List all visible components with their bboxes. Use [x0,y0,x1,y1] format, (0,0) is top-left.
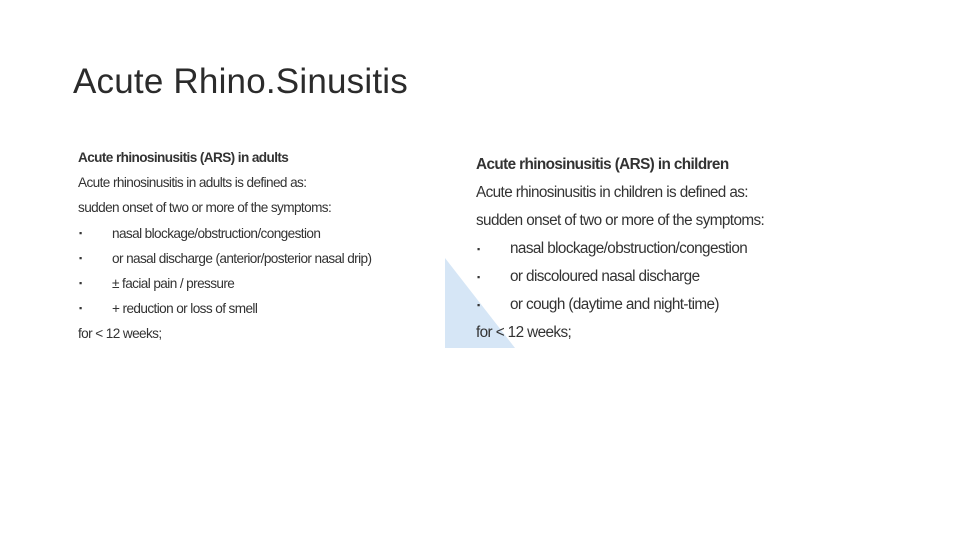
adults-symptom-text: + reduction or loss of smell [112,301,258,317]
children-intro: sudden onset of two or more of the symptoms: [476,212,765,229]
children-symptom-text: or cough (daytime and night-time) [510,296,719,313]
bullet-icon: ▪ [477,244,480,254]
adults-symptom-item [78,296,438,321]
adults-symptom-text: nasal blockage/obstruction/congestion [112,225,321,241]
adults-intro: sudden onset of two or more of the symptoms: [78,200,332,216]
children-symptom-text: or discoloured nasal discharge [510,268,700,285]
children-symptom-item [476,235,836,263]
children-symptom-text: nasal blockage/obstruction/congestion [510,240,748,257]
adults-definition: Acute rhinosinusitis in adults is defined as: [78,175,307,191]
adults-symptom-text: ± facial pain / pressure [112,276,235,292]
slide-title: Acute Rhino.Sinusitis [73,62,408,101]
children-symptom-item [476,263,836,291]
adults-symptom-item [78,221,438,246]
adults-symptom-list [78,221,438,322]
bullet-icon: ▪ [477,272,480,282]
children-symptom-item [476,291,836,319]
children-symptom-list [476,235,836,319]
adults-symptom-item [78,246,438,271]
adults-definition-panel [78,145,438,347]
children-duration: for < 12 weeks; [476,324,572,341]
children-definition-panel [476,151,836,347]
children-definition: Acute rhinosinusitis in children is defined as: [476,184,748,201]
bullet-icon: ▪ [79,227,82,238]
children-heading: Acute rhinosinusitis (ARS) in children [476,156,729,173]
bullet-icon: ▪ [477,300,480,310]
bullet-icon: ▪ [79,303,82,314]
bullet-icon: ▪ [79,252,82,263]
adults-symptom-text: or nasal discharge (anterior/posterior nasal drip) [112,250,372,266]
adults-symptom-item [78,271,438,296]
bullet-icon: ▪ [79,278,82,289]
adults-duration: for < 12 weeks; [78,326,162,342]
adults-heading: Acute rhinosinusitis (ARS) in adults [78,150,289,165]
